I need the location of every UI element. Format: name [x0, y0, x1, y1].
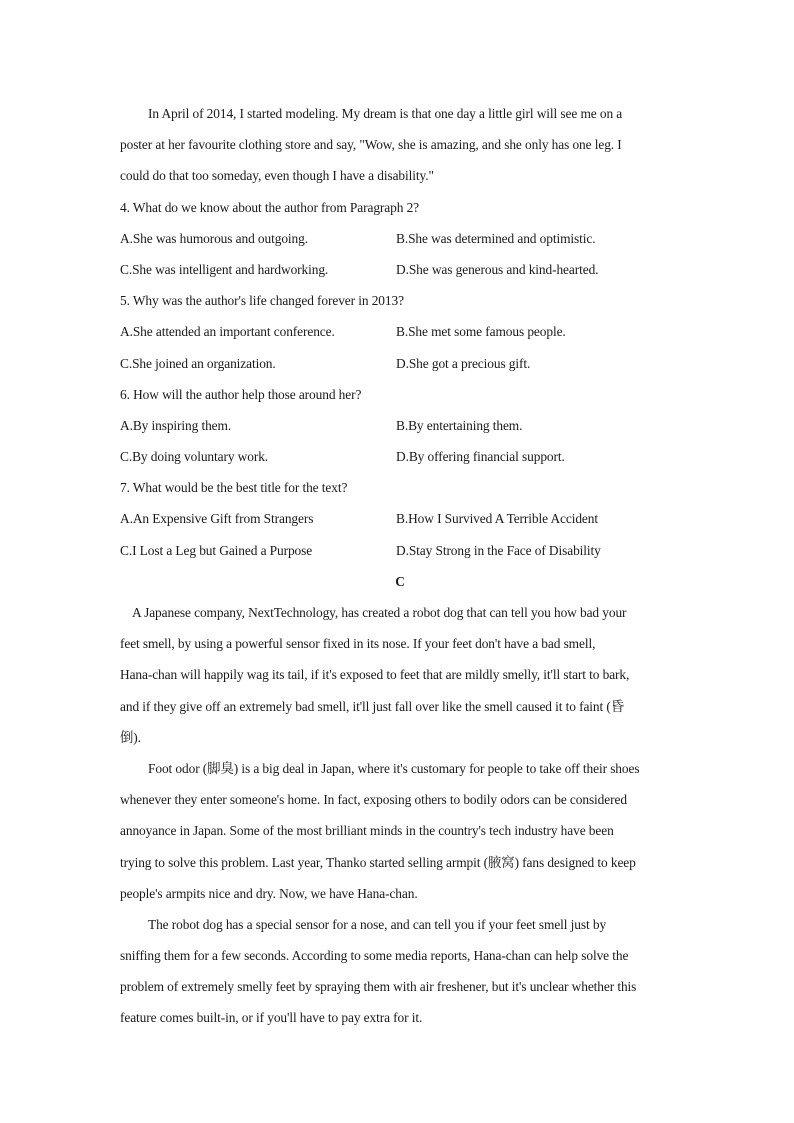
option-row — [120, 410, 680, 441]
option-row — [120, 254, 680, 285]
option-c: C.By doing voluntary work. — [120, 449, 269, 465]
question-stem: 5. Why was the author's life changed forever in 2013? — [120, 293, 404, 309]
option-row — [120, 535, 680, 566]
passage-line: sniffing them for a few seconds. According to some media reports, Hana-chan can help solve the — [120, 948, 629, 964]
option-b: B.How I Survived A Terrible Accident — [396, 511, 598, 527]
question-stem: 4. What do we know about the author from Paragraph 2? — [120, 199, 420, 215]
passage-line: problem of extremely smelly feet by spraying them with air freshener, but it's unclear whether this — [120, 979, 637, 995]
option-d: D.She was generous and kind-hearted. — [396, 261, 599, 277]
passage-line: 倒). — [120, 729, 141, 745]
option-c: C.I Lost a Leg but Gained a Purpose — [120, 542, 313, 558]
option-c: C.She was intelligent and hardworking. — [120, 261, 329, 277]
option-row — [120, 316, 680, 347]
passage-line: trying to solve this problem. Last year, Thanko started selling armpit (腋窝) fans designed to keep — [120, 854, 636, 870]
passage-line: feet smell, by using a powerful sensor fixed in its nose. If your feet don't have a bad smell, — [120, 636, 596, 652]
question-stem: 6. How will the author help those around her? — [120, 386, 362, 402]
option-b: B.By entertaining them. — [396, 417, 523, 433]
document-page — [120, 98, 680, 1034]
passage-line: In April of 2014, I started modeling. My dream is that one day a little girl will see me on a — [148, 106, 623, 121]
passage-line: Hana-chan will happily wag its tail, if it's exposed to feet that are mildly smelly, it'll start to bark, — [120, 667, 630, 683]
section-heading: C — [395, 573, 405, 589]
option-c: C.She joined an organization. — [120, 355, 276, 371]
passage-line: and if they give off an extremely bad smell, it'll just fall over like the smell caused it to faint (昏 — [120, 698, 625, 714]
option-row — [120, 223, 680, 254]
passage-line: whenever they enter someone's home. In fact, exposing others to bodily odors can be considered — [120, 792, 627, 808]
passage-line: people's armpits nice and dry. Now, we have Hana-chan. — [120, 885, 418, 901]
option-b: B.She met some famous people. — [396, 324, 566, 340]
option-b: B.She was determined and optimistic. — [396, 230, 596, 246]
option-row — [120, 441, 680, 472]
option-a: A.She was humorous and outgoing. — [120, 230, 308, 246]
option-a: A.She attended an important conference. — [120, 324, 335, 340]
option-d: D.By offering financial support. — [396, 449, 565, 465]
option-row — [120, 503, 680, 534]
option-row — [120, 348, 680, 379]
option-d: D.Stay Strong in the Face of Disability — [396, 542, 601, 558]
passage-line: A Japanese company, NextTechnology, has created a robot dog that can tell you how bad your — [132, 605, 627, 620]
option-d: D.She got a precious gift. — [396, 355, 531, 371]
passage-line: could do that too someday, even though I have a disability." — [120, 168, 434, 184]
passage-line: Foot odor (脚臭) is a big deal in Japan, where it's customary for people to take off their shoes — [148, 760, 640, 776]
option-a: A.An Expensive Gift from Strangers — [120, 511, 314, 527]
question-stem: 7. What would be the best title for the text? — [120, 480, 348, 496]
passage-line: The robot dog has a special sensor for a nose, and can tell you if your feet smell just by — [148, 916, 607, 932]
passage-line: annoyance in Japan. Some of the most brilliant minds in the country's tech industry have been — [120, 823, 614, 839]
option-a: A.By inspiring them. — [120, 417, 232, 433]
passage-line: feature comes built-in, or if you'll have to pay extra for it. — [120, 1010, 423, 1026]
passage-line: poster at her favourite clothing store and say, "Wow, she is amazing, and she only has one leg. I — [120, 137, 622, 153]
